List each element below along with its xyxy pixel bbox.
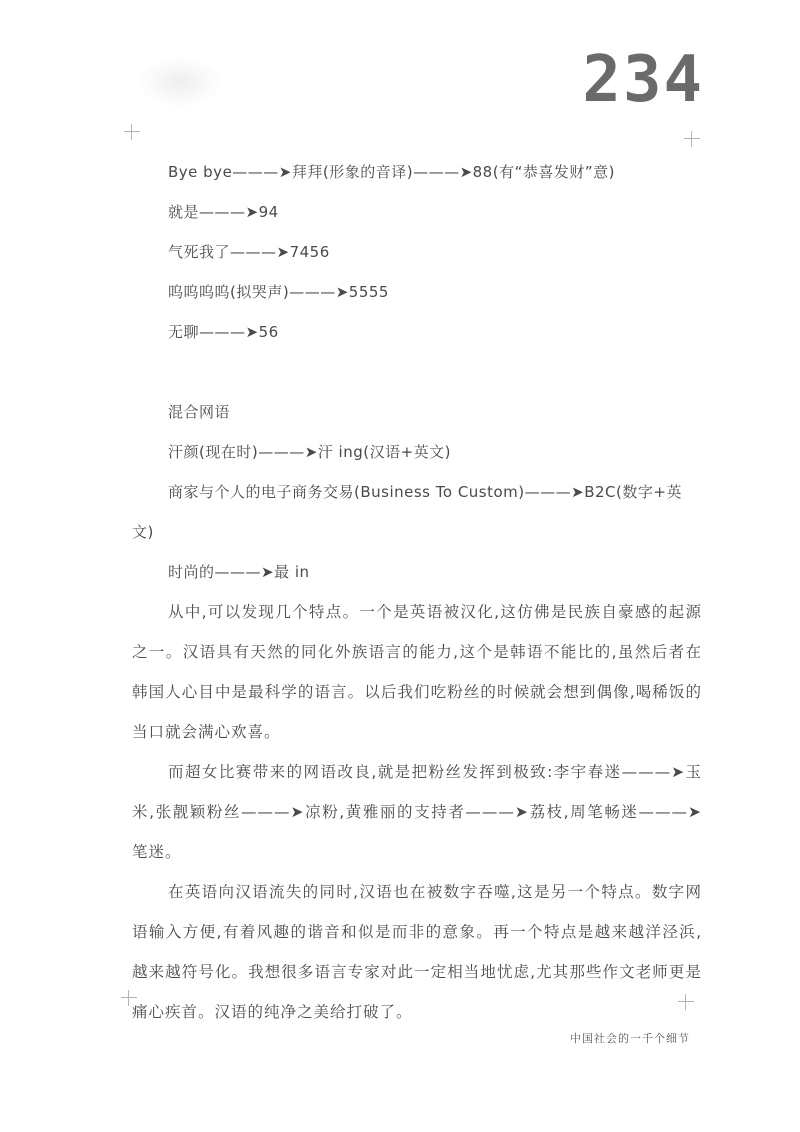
crop-mark-top-left (124, 124, 140, 140)
mapping-line: 无聊———➤56 (168, 323, 279, 341)
mapping-line: 商家与个人的电子商务交易(Business To Custom)———➤B2C(数字+英文) (132, 483, 682, 541)
mapping-line: 呜呜呜呜(拟哭声)———➤5555 (168, 283, 389, 301)
mapping-line: 就是———➤94 (168, 203, 279, 221)
running-footer: 中国社会的一千个细节 (570, 1032, 690, 1045)
mapping-line: 气死我了———➤7456 (168, 243, 330, 261)
mapping-line: 汗颜(现在时)———➤汗 ing(汉语+英文) (168, 443, 452, 461)
body-paragraph: 在英语向汉语流失的同时,汉语也在被数字吞噬,这是另一个特点。数字网语输入方便,有着风趣的谐音和似是而非的意象。再一个特点是越来越洋泾浜,越来越符号化。我想很多语言专家对此一定相当地忧虑,尤其那些作文老师更是痛心疾首。汉语的纯净之美给打破了。 (132, 883, 702, 1021)
spacer (132, 352, 702, 392)
scan-smudge (140, 58, 220, 106)
page-body (132, 152, 702, 1032)
section-heading: 混合网语 (168, 403, 231, 421)
mapping-line: 时尚的———➤最 in (168, 563, 310, 581)
body-paragraph: 而超女比赛带来的网语改良,就是把粉丝发挥到极致:李宇春迷———➤玉米,张靓颖粉丝———➤凉粉,黄雅丽的支持者———➤荔枝,周笔畅迷———➤笔迷。 (132, 763, 702, 861)
page-number: 234 (582, 43, 704, 117)
crop-mark-top-right (684, 131, 700, 147)
mapping-line: Bye bye———➤拜拜(形象的音译)———➤88(有“恭喜发财”意) (168, 163, 615, 181)
body-paragraph: 从中,可以发现几个特点。一个是英语被汉化,这仿佛是民族自豪感的起源之一。汉语具有天然的同化外族语言的能力,这个是韩语不能比的,虽然后者在韩国人心目中是最科学的语言。以后我们吃粉丝的时候就会想到偶像,喝稀饭的当口就会满心欢喜。 (132, 603, 702, 741)
